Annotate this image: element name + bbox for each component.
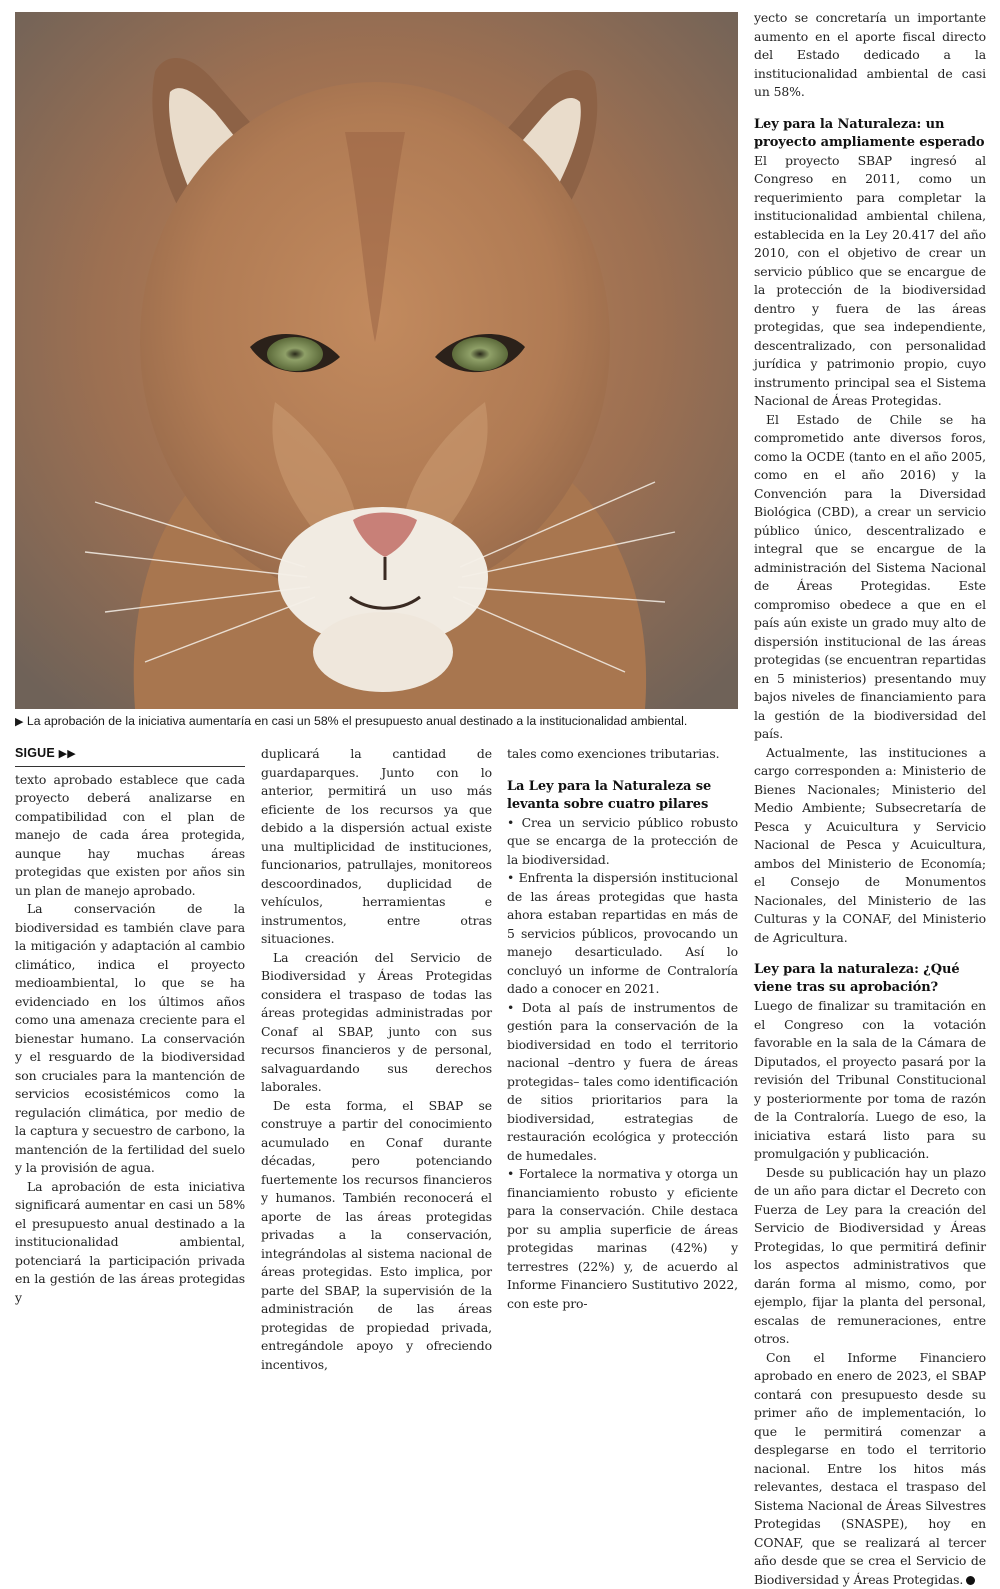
column-3	[507, 745, 738, 1313]
puma-photo	[15, 12, 738, 709]
list-item: • Enfrenta la dispersión institucional de las áreas protegidas que hasta ahora estaban repartidas en más de 5 servicios públicos, provocando un manejo desarticulado. Así lo concluyó un informe de Contraloría dado a conocer en 2021.	[507, 869, 738, 999]
paragraph: yecto se concretaría un importante aumento en el aporte fiscal directo del Estado dedicado a la institucionalidad ambiental de casi un 58%.	[754, 9, 986, 102]
paragraph: tales como exenciones tributarias.	[507, 745, 738, 764]
paragraph	[754, 1349, 986, 1589]
puma-illustration	[15, 12, 738, 709]
paragraph: Actualmente, las instituciones a cargo corresponden a: Ministerio de Bienes Nacionales; Ministerio del Medio Ambiente; Subsecretaría de Pesca y Acuicultura y Servicio Nacional de Pesca y Acuicultura, ambos del Ministerio de Economía; el Consejo de Monumentos Nacionales, del Ministerio de las Culturas y la CONAF, del Ministerio de Agricultura.	[754, 744, 986, 948]
paragraph: Luego de finalizar su tramitación en el Congreso con la votación favorable en la sala de la Cámara de Diputados, el proyecto pasará por la revisión del Tribunal Constitucional y posteriormente por toma de razón de la Contraloría. Luego de eso, la iniciativa estará listo para su promulgación y publicación.	[754, 997, 986, 1164]
column-4	[754, 9, 986, 1589]
list-item: • Fortalece la normativa y otorga un financiamiento robusto y eficiente para la conservación. Chile destaca por su amplia superficie de áreas protegidas marinas (42%) y terrestres (22%) y, de acuerdo al Informe Financiero Sustitutivo 2022, con este pro-	[507, 1165, 738, 1313]
list-item: • Crea un servicio público robusto que se encarga de la protección de la biodiversidad.	[507, 814, 738, 870]
sigue-label	[15, 744, 245, 764]
paragraph-text: Con el Informe Financiero aprobado en enero de 2023, el SBAP contará con presupuesto desde su primer año de implementación, lo que le permitirá comenzar a desplegarse en todo el territorio nacional. Entre los hitos más relevantes, destaca el traspaso del Sistema Nacional de Áreas Silvestres Protegidas (SNASPE), hoy en CONAF, que se realizará al tercer año desde que se crea el Servicio de Biodiversidad y Áreas Protegidas.	[754, 1350, 986, 1587]
paragraph: El Estado de Chile se ha comprometido ante diversos foros, como la OCDE (tanto en el año 2005, como en el año 2016) y la Convención para la Diversidad Biológica (CBD), a crear un servicio público único, descentralizado e integral que se encargue de la administración del Sistema Nacional de Áreas Protegidas. Este compromiso obedece a que en el país aún existe un grado muy alto de dispersión institucional de las áreas protegidas (se encuentran repartidas en 5 ministerios) presentando muy bajos niveles de financiamiento para la gestión de la biodiversidad del país.	[754, 411, 986, 744]
list-item: • Dota al país de instrumentos de gestión para la conservación de la biodiversidad en todo el territorio nacional –dentro y fuera de áreas protegidas– tales como identificación de sitios prioritarios para la biodiversidad, estrategias de restauración ecológica y protección de humedales.	[507, 999, 738, 1166]
paragraph: El proyecto SBAP ingresó al Congreso en 2011, como un requerimiento para completar la institucionalidad ambiental chilena, establecida en la Ley 20.417 del año 2010, con el objetivo de crear un servicio público que se encargue de la protección de la biodiversidad dentro y fuera de las áreas protegidas, que sea independiente, descentralizado, con personalidad jurídica y patrimonio propio, cuyo instrumento principal sea el Sistema Nacional de Áreas Protegidas.	[754, 152, 986, 411]
column-2	[261, 745, 492, 1374]
sigue-text: SIGUE	[15, 746, 55, 760]
photo-caption	[15, 712, 738, 731]
paragraph: duplicará la cantidad de guardaparques. Junto con lo anterior, permitirá un uso más eficiente de los recursos ya que debido a la dispersión actual existe una multiplicidad de instituciones, funcionarios, patrullajes, monitoreos descoordinados, duplicidad de vehículos, herramientas e instrumentos, entre otras situaciones.	[261, 745, 492, 949]
paragraph: De esta forma, el SBAP se construye a partir del conocimiento acumulado en Conaf durante décadas, pero potenciando fuertemente los recursos financieros y humanos. También reconocerá el aporte de las áreas protegidas privadas a la conservación, integrándolas al sistema nacional de áreas protegidas. Esto implica, por parte del SBAP, la supervisión de la administración de las áreas protegidas de propiedad privada, entregándole apoyo y ofreciendo incentivos,	[261, 1097, 492, 1375]
section-heading: La Ley para la Naturaleza se levanta sobre cuatro pilares	[507, 778, 738, 814]
column-1	[15, 744, 245, 1307]
caption-text: La aprobación de la iniciativa aumentaría en casi un 58% el presupuesto anual destinado a la institucionalidad ambiental.	[27, 714, 687, 728]
paragraph: La creación del Servicio de Biodiversidad y Áreas Protegidas considera el traspaso de todas las áreas protegidas administradas por Conaf al SBAP, junto con sus recursos financieros y de personal, salvaguardando sus derechos laborales.	[261, 949, 492, 1097]
double-arrow-icon: ▶▶	[59, 747, 76, 760]
caption-marker-icon: ▶	[15, 715, 23, 728]
paragraph: Desde su publicación hay un plazo de un año para dictar el Decreto con Fuerza de Ley para la creación del Servicio de Biodiversidad y Áreas Protegidas, lo que permitirá definir los aspectos administrativos que darán forma al mismo, como, por ejemplo, fijar la planta del personal, escalas de remuneraciones, entre otros.	[754, 1164, 986, 1349]
end-mark-icon	[966, 1576, 975, 1585]
section-heading: Ley para la naturaleza: ¿Qué viene tras su aprobación?	[754, 961, 986, 997]
paragraph: La conservación de la biodiversidad es también clave para la mitigación y adaptación al cambio climático, indica el proyecto medioambiental, lo que se ha evidenciado en los últimos años como una amenaza creciente para el bienestar humano. La conservación y el resguardo de la biodiversidad son cruciales para la mantención de servicios ecosistémicos como la regulación climática, por medio de la captura y secuestro de carbono, la mantención de la fertilidad del suelo y la provisión de agua.	[15, 900, 245, 1178]
divider	[15, 766, 245, 767]
paragraph: texto aprobado establece que cada proyecto deberá analizarse en compatibilidad con el plan de manejo de cada área protegida, aunque hay muchas áreas protegidas que existen por años sin un plan de manejo aprobado.	[15, 771, 245, 901]
paragraph: La aprobación de esta iniciativa significará aumentar en casi un 58% el presupuesto anual destinado a la institucionalidad ambiental, potenciará la participación privada en la gestión de las áreas protegidas y	[15, 1178, 245, 1308]
section-heading: Ley para la Naturaleza: un proyecto ampliamente esperado	[754, 116, 986, 152]
